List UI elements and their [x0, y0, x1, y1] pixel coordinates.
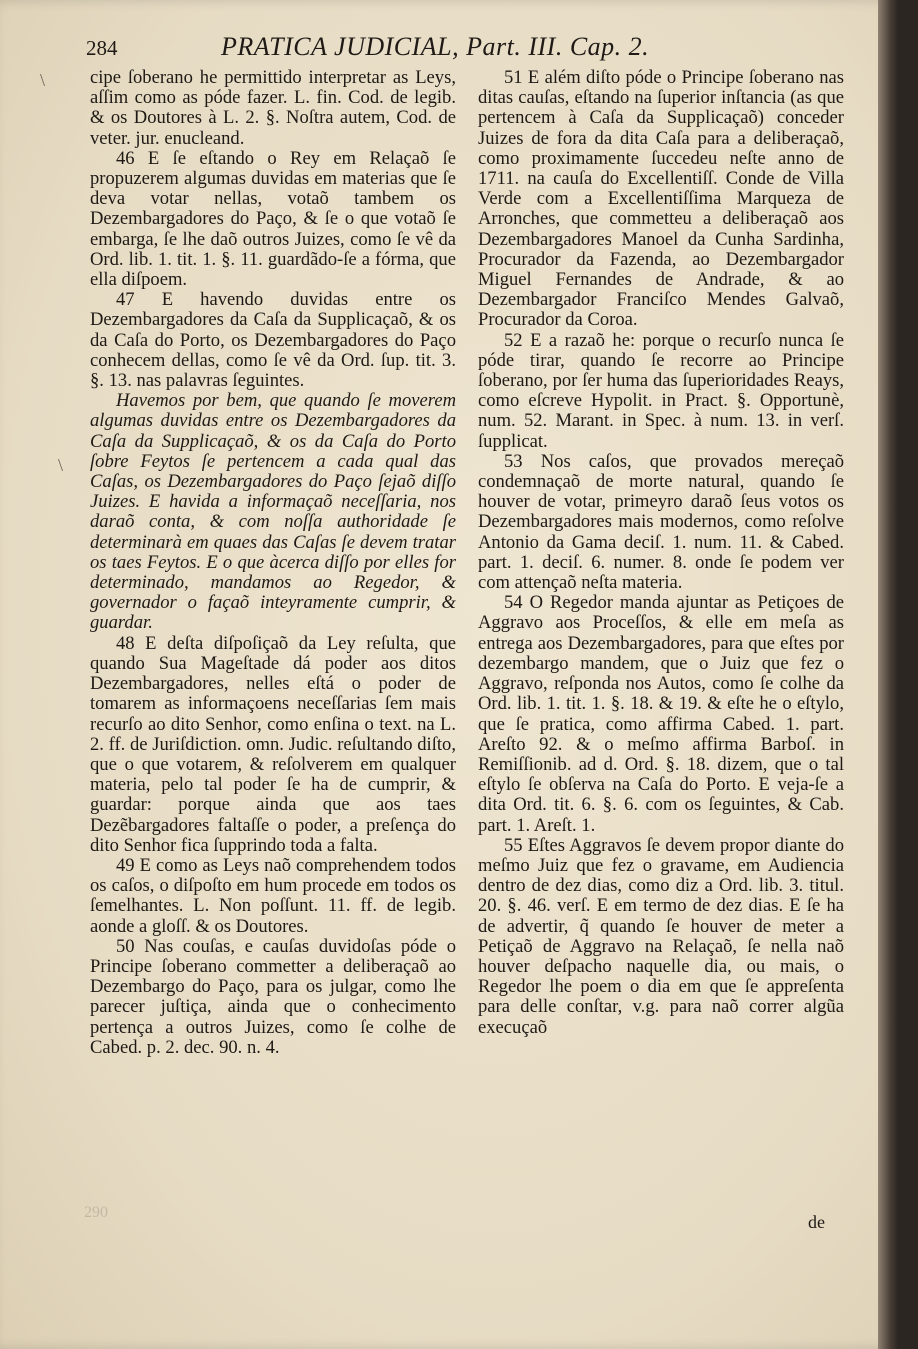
paragraph-52: 52 E a razaõ he: porque o recurſo nunca ſe póde tirar, quando ſe recorre ao Principe ſoberano, por ſer huma das ſuperioridades Reays, como eſcreve Hypolit. in Pract. §. Opportunè, num. 52. Marant. in Spec. à num. 13. in verſ. ſupplicat.: [478, 329, 844, 452]
left-column: [90, 68, 456, 1058]
quoted-ordinance: Havemos por bem, que quando ſe moverem algumas duvidas entre os Dezembargadores da Caſa da Supplicaçaõ, & os da Caſa do Porto ſobre Feytos ſe pertencem a cada qual das Caſas, os Dezembargadores do Paço ſejaõ diſſo Juizes. E havida a informaçaõ neceſſaria, nos daraõ conta, & com noſſa authoridade ſe determinarà em quaes das Caſas ſe devem tratar os taes Feytos. E o que àcerca diſſo por elles for determinado, mandamos ao Regedor, & governador o façaõ inteyramente cumprir, & guardar.: [90, 390, 456, 634]
running-title: PRATICA JUDICIAL, Part. III. Cap. 2.: [221, 32, 650, 61]
paragraph-continuation: cipe ſoberano he permittido interpretar as Leys, aſſim como as póde fazer. L. fin. Cod. de legib. & os Doutores à L. 2. §. Noſtra autem, Cod. de veter. jur. enucleand.: [90, 67, 456, 149]
catchword: de: [808, 1212, 825, 1232]
bleed-through-number: 290: [84, 1204, 108, 1221]
paragraph-51: 51 E além diſto póde o Principe ſoberano nas ditas cauſas, eſtando na ſuperior inſtancia (as que pertencem à Caſa da Supplicaçaõ) conceder Juizes de fora da dita Caſa para a deliberaçaõ, como proximamente ſuccedeu neſte anno de 1711. na cauſa do Excellentiſſ. Conde de Villa Verde com a Excellentiſſima Marqueza de Arronches, que commetteu a deliberaçaõ aos Dezembargadores Manoel da Cunha Sardinha, Procurador da Fazenda, ao Dezembargador Miguel Fernandes de Andrade, & ao Dezembargador Franciſco Mendes Galvaõ, Procurador da Coroa.: [478, 67, 844, 331]
margin-mark: \: [58, 455, 64, 475]
margin-mark: \: [40, 70, 46, 90]
paragraph-55: 55 Eſtes Aggravos ſe devem propor diante do meſmo Juiz que fez o gravame, em Audiencia dentro de dez dias, como diz a Ord. lib. 3. titul. 20. §. 46. verſ. E em termo de dez dias. E ſe ha de advertir, q̃ quando ſe houver de meter a Petiçaõ de Aggravo na Relaçaõ, ſe nella naõ houver deſpacho naquelle dia, ou mais, o Regedor lhe poem o dia em que ſe appreſenta para delle conſtar, v.g. para naõ correr algũa execuçaõ: [478, 834, 844, 1038]
page-header: [76, 30, 866, 66]
page-number: 284: [86, 36, 118, 60]
book-spine-edge: [878, 0, 898, 1349]
paragraph-48: 48 E deſta diſpoſiçaõ da Ley reſulta, que quando Sua Mageſtade dá poder aos ditos Dezembargadores, nelles eſtá o poder de tomarem as informaçoens neceſſarias ſem mais recurſo ao dito Senhor, como enſina o text. na L. 2. ff. de Juriſdiction. omn. Judic. reſultando diſto, que o que votarem, & reſolverem em qualquer materia, pelo tal poder ſe ha de cumprir, & guardar: porque ainda que aos taes Dezẽbargadores faltaſſe o poder, a preſença do dito Senhor fica ſupprindo toda a falta.: [90, 632, 456, 856]
right-column: [478, 68, 844, 1038]
paragraph-53: 53 Nos caſos, que provados mereçaõ condemnaçaõ de morte natural, quando ſe houver de votar, primeyro daraõ ſeus votos os Dezembargadores mais modernos, como reſolve Antonio da Gama deciſ. 1. num. 11. & Cabed. part. 1. deciſ. 6. numer. 8. onde ſe podem ver com attençaõ neſta materia.: [478, 450, 844, 594]
paragraph-54: 54 O Regedor manda ajuntar as Petiçoes de Aggravo aos Proceſſos, & elle em meſa as entrega aos Dezembargadores, para que eſtes por dezembargo mandem, que o Juiz que fez o Aggravo, reſponda nos Autos, como ſe colhe da Ord. lib. 1. tit. 1. §. 18. & 19. & eſte he o eſtylo, que ſe pratica, como affirma Cabed. 1. part. Areſto 92. & o meſmo affirma Barboſ. in Remiſſionib. ad d. Ord. §. 18. dizem, que o tal eſtylo ſe obſerva na Caſa do Porto. E veja-ſe a dita Ord. tit. 6. §. 6. com os ſeguintes, & Cab. part. 1. Areſt. 1.: [478, 592, 844, 836]
paragraph-49: 49 E como as Leys naõ comprehendem todos os caſos, o diſpoſto em hum procede em todos os ſemelhantes. L. Non poſſunt. 11. ff. de legib. aonde a gloſſ. & os Doutores.: [90, 854, 456, 937]
paragraph-50: 50 Nas couſas, e cauſas duvidoſas póde o Principe ſoberano commetter a deliberaçaõ ao Dezembargo do Paço, para os julgar, como lhe parecer juſtiça, ainda que o conhecimento pertença a outros Juizes, como ſe colhe de Cabed. p. 2. dec. 90. n. 4.: [90, 935, 456, 1058]
paragraph-47: 47 E havendo duvidas entre os Dezembargadores da Caſa da Supplicaçaõ, & os da Caſa do Porto, os Dezembargadores do Paço conhecem dellas, como ſe vê da Ord. ſup. tit. 3. §. 13. nas palavras ſeguintes.: [90, 289, 456, 392]
paragraph-46: 46 E ſe eſtando o Rey em Relaçaõ ſe propuzerem algumas duvidas em materias que ſe deva votar nellas, votaõ tambem os Dezembargadores do Paço, & ſe o que votaõ ſe embarga, ſe lhe daõ outros Juizes, como ſe vê da Ord. lib. 1. tit. 1. §. 11. guardãdo-ſe a fórma, que ella diſpoem.: [90, 147, 456, 291]
